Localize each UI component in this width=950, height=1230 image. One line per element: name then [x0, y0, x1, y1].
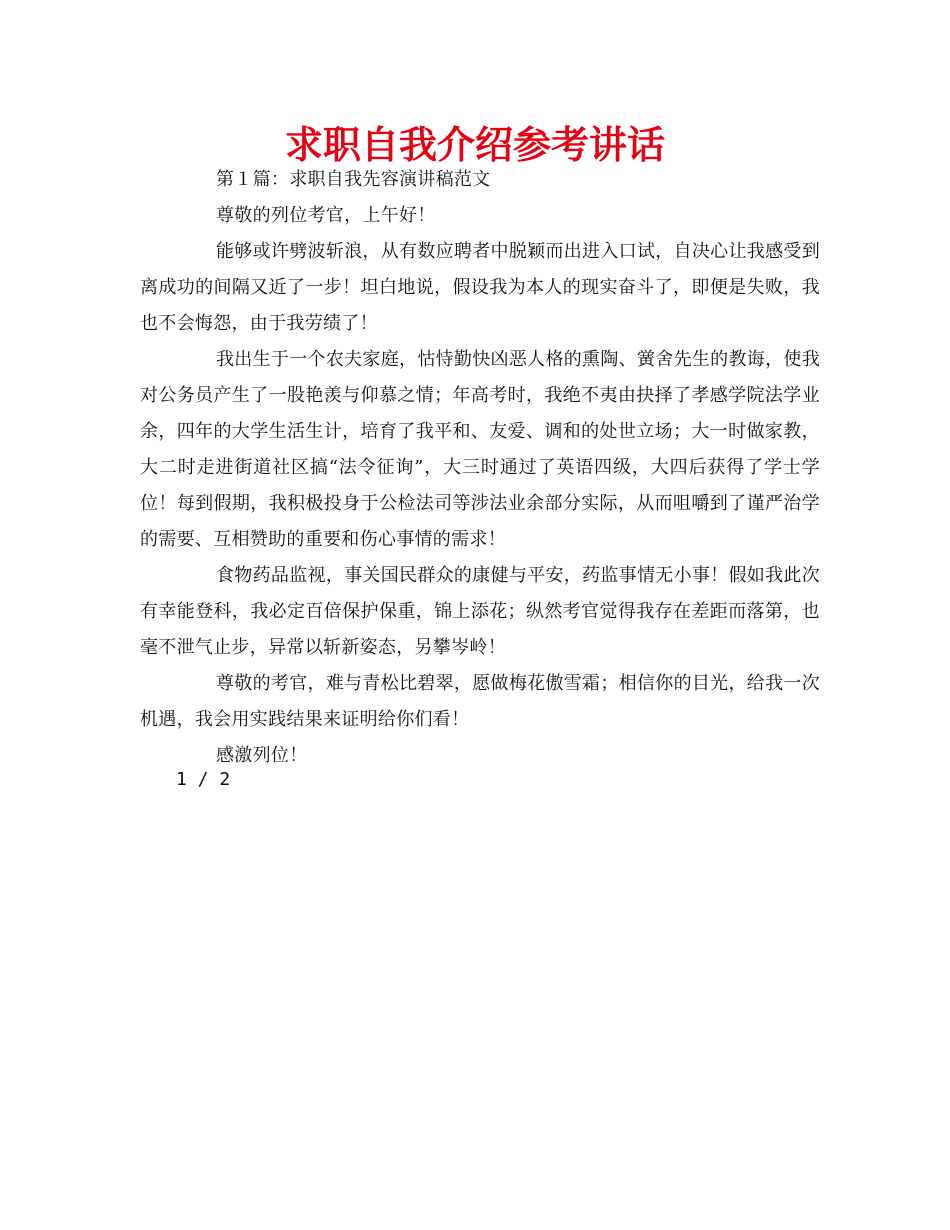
body-paragraph: 能够或许劈波斩浪，从有数应聘者中脱颖而出进入口试，自决心让我感受到离成功的间隔又近了一步！坦白地说，假设我为本人的现实奋斗了，即便是失败，我也不会悔怨，由于我劳绩了！ [140, 241, 820, 334]
greeting-paragraph: 尊敬的列位考官，上午好！ [216, 205, 436, 226]
page-number: 1 / 2 [176, 769, 231, 790]
closing-paragraph: 感激列位！ [216, 745, 308, 766]
body-paragraph: 我出生于一个农夫家庭，怙恃勤快凶恶人格的熏陶、黉舍先生的教诲，使我对公务员产生了一股艳羡与仰慕之情；年高考时，我绝不夷由抉择了孝感学院法学业余，四年的大学生活生计，培育了我平和、友爱、调和的处世立场；大一时做家教，大二时走进街道社区搞“法令征询”，大三时通过了英语四级，大四后获得了学士学位！每到假期，我积极投身于公检法司等涉法业余部分实际，从而咀嚼到了谨严治学的需要、互相赞助的重要和伤心事情的需求！ [140, 349, 820, 550]
section-heading: 第１篇：求职自我先容演讲稿范文 [216, 169, 491, 190]
body-paragraph: 尊敬的考官，难与青松比碧翠，愿做梅花傲雪霜；相信你的目光，给我一次机遇，我会用实践结果来证明给你们看！ [140, 673, 820, 730]
document-body [140, 162, 820, 774]
document-title: 求职自我介绍参考讲话 [284, 123, 665, 167]
body-paragraph: 食物药品监视，事关国民群众的康健与平安，药监事情无小事！假如我此次有幸能登科，我必定百倍保护保重，锦上添花；纵然考官觉得我存在差距而落第，也毫不泄气止步，异常以斩新姿态，另攀岑岭！ [140, 565, 820, 658]
